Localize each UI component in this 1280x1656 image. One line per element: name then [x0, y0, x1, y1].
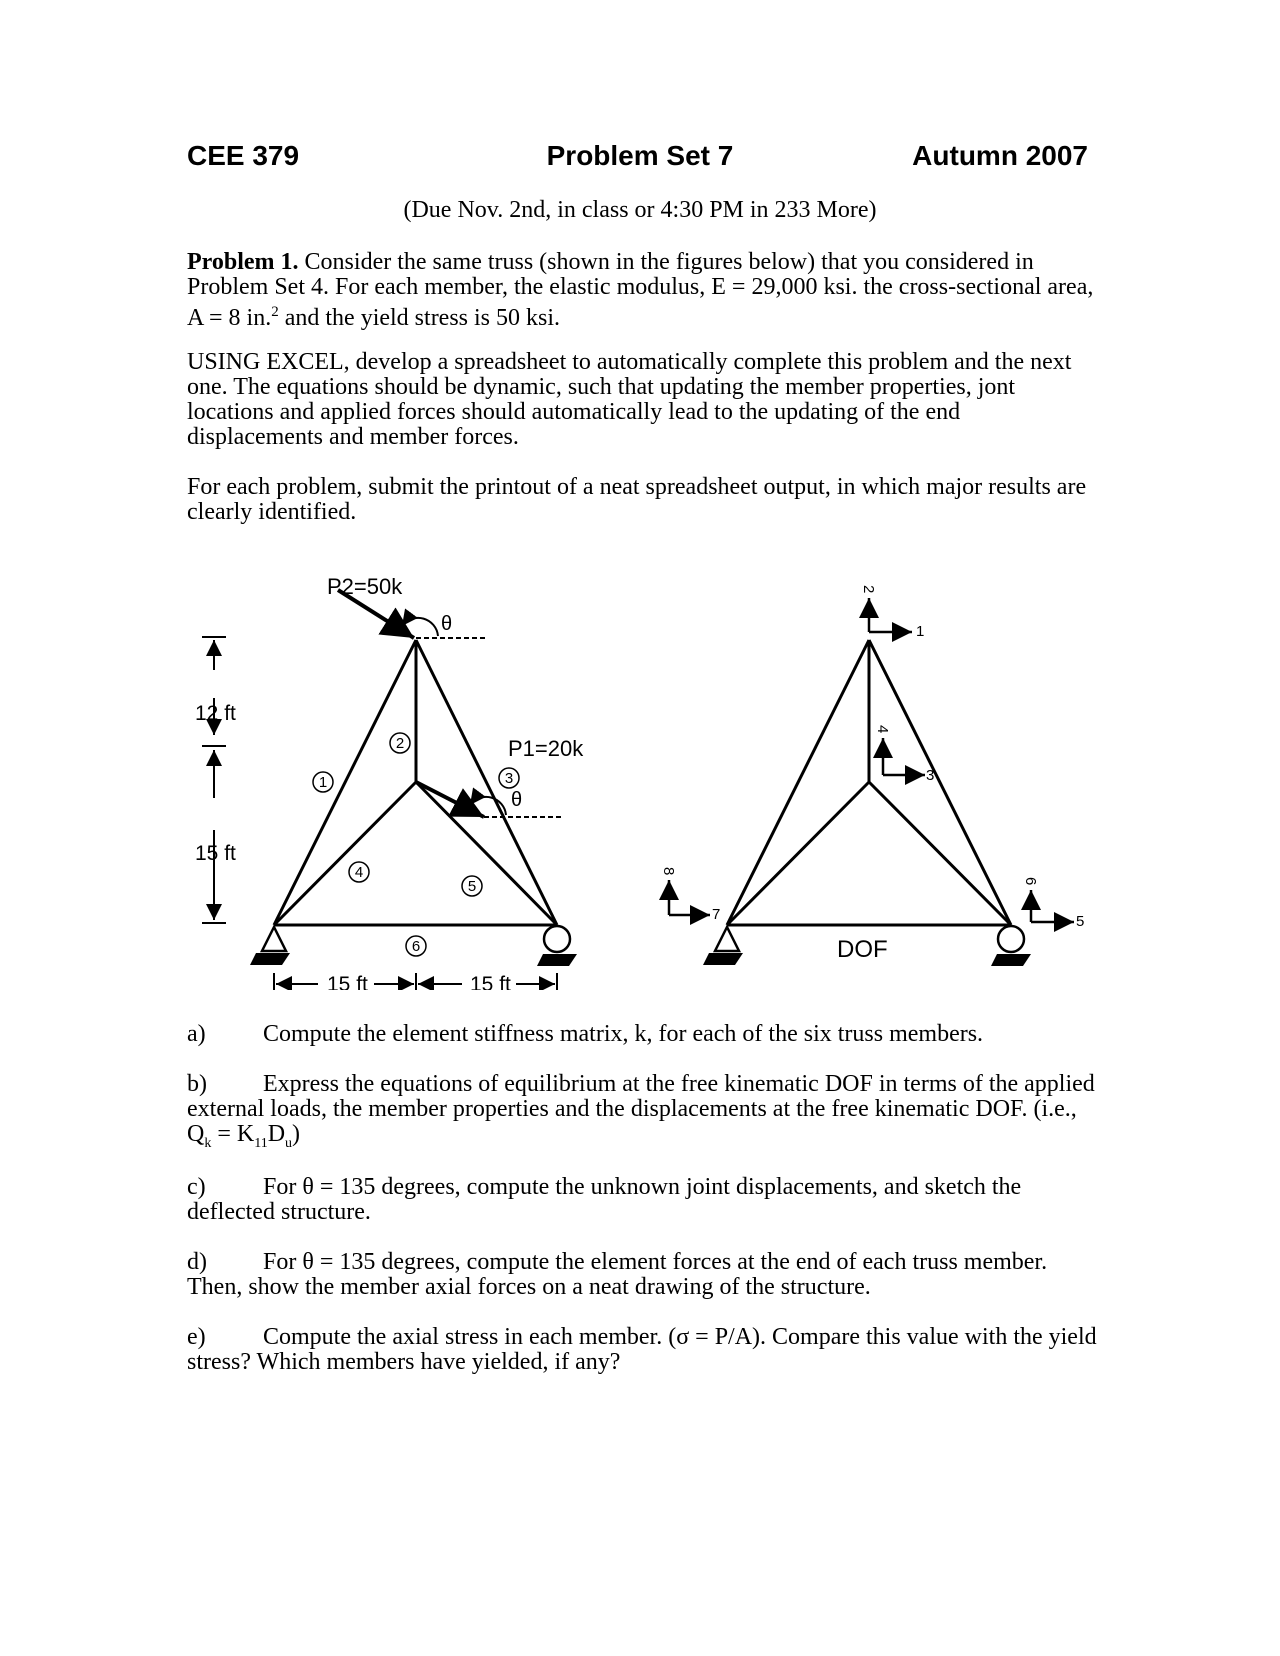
dim-15ft-left: 15 ft [327, 973, 368, 990]
area-unit-exponent: 2 [271, 304, 279, 320]
p2-theta: θ [441, 613, 453, 635]
excel-paragraph: USING EXCEL, develop a spreadsheet to automatically complete this problem and the next one. The equations should be dynamic, such that updating the member properties, jont locations and applied forces should automatically lead to the updating of the end displacements and member forces. [187, 349, 1072, 450]
dof-4: 4 [874, 725, 891, 734]
question-e [187, 1325, 1097, 1375]
member-5-label: 5 [467, 878, 477, 895]
member-4-label: 4 [354, 864, 364, 881]
dof-5: 5 [1076, 913, 1085, 930]
truss-figures [0, 570, 1280, 990]
close-paren: ) [292, 1121, 301, 1147]
question-b [187, 1072, 1097, 1156]
member-3-label: 3 [504, 770, 514, 787]
right-truss [727, 640, 1011, 925]
problem-1-label: Problem 1. [187, 249, 299, 275]
dof-pin-support [703, 927, 743, 965]
pin-support [250, 927, 290, 965]
load-p2-label: P2=50k [327, 574, 403, 599]
dof-roller-support [991, 926, 1031, 966]
d-symbol: D [267, 1121, 286, 1147]
question-c-label: c) [187, 1174, 206, 1200]
load-p1-label: P1=20k [508, 736, 584, 761]
question-a-label: a) [187, 1021, 206, 1047]
dim-12ft: 12 ft [195, 702, 236, 725]
question-c-text: For θ = 135 degrees, compute the unknown joint displacements, and sketch the deflected structure. [187, 1174, 1022, 1225]
vertical-dimensions [202, 637, 226, 923]
member-6-label: 6 [411, 938, 421, 955]
dof-8: 8 [660, 867, 677, 876]
problem-1-text: Consider the same truss (shown in the figures below) that you considered in Problem Set 4. For each member, the elastic modulus, E = 29,000 ksi. the cross-sectional area, A = 8 in. [187, 249, 1094, 331]
roller-support [537, 926, 577, 966]
question-e-label: e) [187, 1324, 206, 1350]
question-b-label: b) [187, 1071, 207, 1097]
d-subscript-u: u [285, 1135, 293, 1151]
member-1-label: 1 [318, 774, 328, 791]
question-d-label: d) [187, 1249, 207, 1275]
problem-1-text-end: and the yield stress is 50 ksi. [278, 305, 561, 331]
k-subscript-11: 11 [254, 1135, 268, 1151]
submit-paragraph: For each problem, submit the printout of a neat spreadsheet output, in which major results are clearly identified. [187, 474, 1087, 525]
horizontal-dimensions [274, 973, 557, 990]
dof-6: 6 [1022, 877, 1039, 886]
problem-1-paragraph [187, 250, 1097, 331]
q-equals-k: = K [211, 1121, 255, 1147]
question-c [187, 1175, 1097, 1225]
question-a [187, 1022, 1097, 1047]
page-title: Problem Set 7 [546, 140, 734, 171]
dof-caption: DOF [837, 936, 888, 963]
course-code: CEE 379 [187, 140, 300, 171]
dof-2: 2 [860, 585, 877, 594]
dof-numbers [660, 585, 1084, 930]
dof-1: 1 [916, 623, 925, 640]
question-e-text: Compute the axial stress in each member. (σ = P/A). Compare this value with the yield stress? Which members have yielded, if any? [187, 1324, 1097, 1375]
question-d-text: For θ = 135 degrees, compute the element forces at the end of each truss member. Then, show the member axial forces on a neat drawing of the structure. [187, 1249, 1048, 1300]
question-b-text: Express the equations of equilibrium at the free kinematic DOF in terms of the applied external loads, the member properties and the displacements at the free kinematic DOF. (i.e., Q [187, 1071, 1095, 1147]
question-d [187, 1250, 1097, 1300]
dof-3: 3 [926, 767, 935, 784]
dim-15ft-vertical: 15 ft [195, 842, 236, 865]
dim-15ft-right: 15 ft [470, 973, 511, 990]
q-subscript-k: k [204, 1135, 212, 1151]
question-a-text: Compute the element stiffness matrix, k, for each of the six truss members. [263, 1021, 984, 1047]
member-2-label: 2 [395, 735, 405, 752]
term-label: Autumn 2007 [912, 140, 1088, 171]
due-note: (Due Nov. 2nd, in class or 4:30 PM in 233 More) [403, 197, 877, 223]
dof-7: 7 [712, 906, 721, 923]
p1-theta: θ [511, 789, 523, 811]
load-p1-arrow [416, 782, 484, 817]
